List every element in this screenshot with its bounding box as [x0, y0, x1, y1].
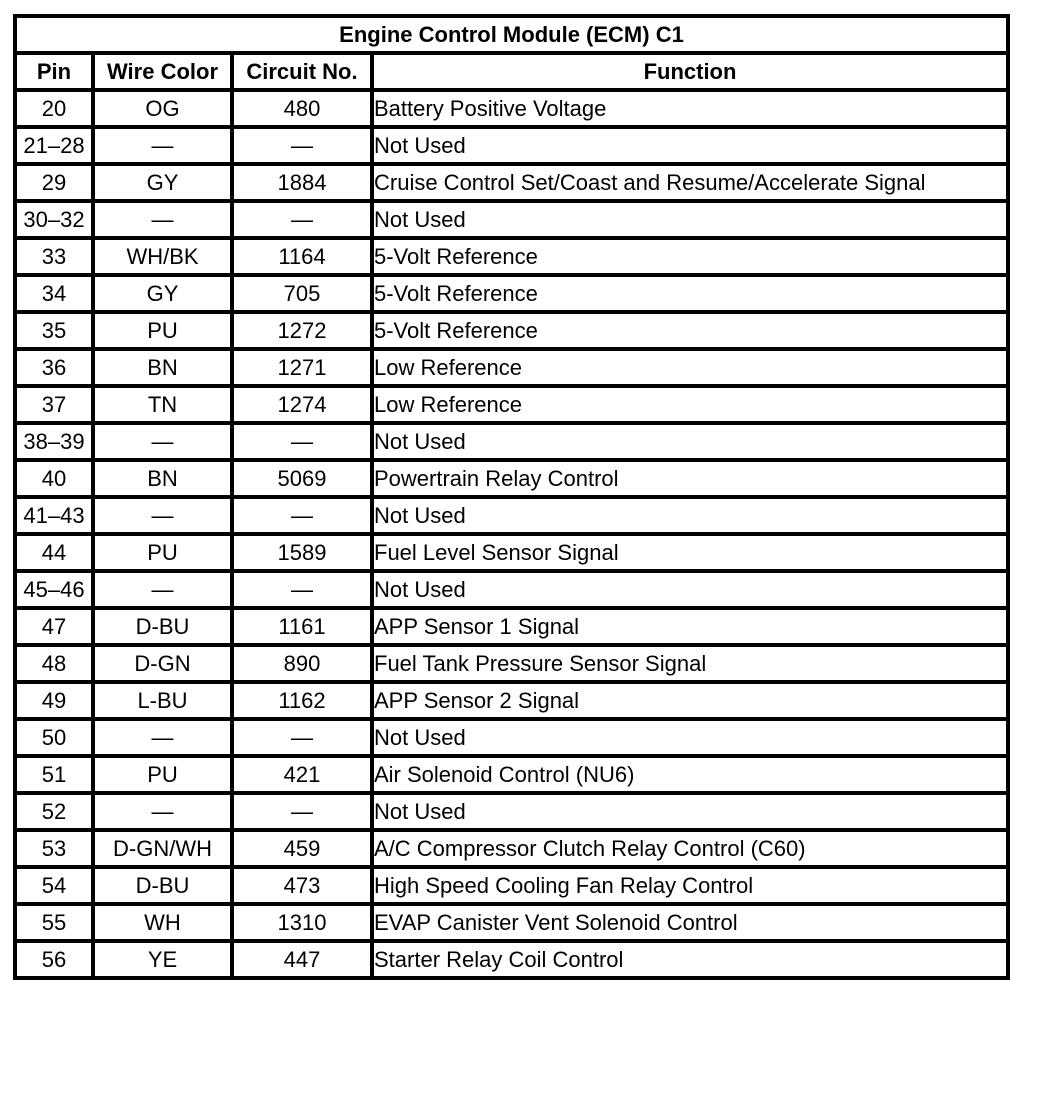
pin-cell: 49	[15, 682, 93, 719]
header-function: Function	[372, 53, 1008, 90]
pin-cell: 47	[15, 608, 93, 645]
table-row	[15, 830, 1008, 867]
wire-color-cell: PU	[93, 534, 232, 571]
circuit-no-cell: —	[232, 497, 372, 534]
table-row	[15, 275, 1008, 312]
circuit-no-cell: 473	[232, 867, 372, 904]
table-row	[15, 497, 1008, 534]
wire-color-cell: —	[93, 793, 232, 830]
wire-color-cell: —	[93, 423, 232, 460]
table-row	[15, 608, 1008, 645]
circuit-no-cell: 890	[232, 645, 372, 682]
connector-table-container	[13, 14, 1010, 980]
header-pin: Pin	[15, 53, 93, 90]
function-cell: Not Used	[372, 423, 1008, 460]
header-wire-color: Wire Color	[93, 53, 232, 90]
wire-color-cell: GY	[93, 275, 232, 312]
table-row	[15, 164, 1008, 201]
table-row	[15, 719, 1008, 756]
pin-cell: 36	[15, 349, 93, 386]
circuit-no-cell: 480	[232, 90, 372, 127]
function-cell: Cruise Control Set/Coast and Resume/Accelerate Signal	[372, 164, 1008, 201]
pin-cell: 34	[15, 275, 93, 312]
wire-color-cell: D-GN/WH	[93, 830, 232, 867]
function-cell: Not Used	[372, 719, 1008, 756]
table-row	[15, 460, 1008, 497]
wire-color-cell: WH/BK	[93, 238, 232, 275]
circuit-no-cell: 1884	[232, 164, 372, 201]
wire-color-cell: —	[93, 127, 232, 164]
pin-cell: 37	[15, 386, 93, 423]
function-cell: High Speed Cooling Fan Relay Control	[372, 867, 1008, 904]
wire-color-cell: D-BU	[93, 608, 232, 645]
wire-color-cell: OG	[93, 90, 232, 127]
circuit-no-cell: 705	[232, 275, 372, 312]
circuit-no-cell: —	[232, 719, 372, 756]
table-row	[15, 201, 1008, 238]
pin-cell: 48	[15, 645, 93, 682]
table-row	[15, 127, 1008, 164]
pin-cell: 55	[15, 904, 93, 941]
header-row	[15, 53, 1008, 90]
function-cell: Not Used	[372, 571, 1008, 608]
circuit-no-cell: —	[232, 793, 372, 830]
pin-cell: 56	[15, 941, 93, 978]
wire-color-cell: D-GN	[93, 645, 232, 682]
pin-cell: 44	[15, 534, 93, 571]
table-row	[15, 386, 1008, 423]
circuit-no-cell: 1274	[232, 386, 372, 423]
pin-cell: 52	[15, 793, 93, 830]
table-row	[15, 423, 1008, 460]
function-cell: 5-Volt Reference	[372, 312, 1008, 349]
pin-cell: 41–43	[15, 497, 93, 534]
wire-color-cell: PU	[93, 756, 232, 793]
table-row	[15, 682, 1008, 719]
circuit-no-cell: —	[232, 127, 372, 164]
table-row	[15, 312, 1008, 349]
table-row	[15, 756, 1008, 793]
function-cell: Air Solenoid Control (NU6)	[372, 756, 1008, 793]
table-title: Engine Control Module (ECM) C1	[15, 16, 1008, 53]
function-cell: Powertrain Relay Control	[372, 460, 1008, 497]
circuit-no-cell: 1164	[232, 238, 372, 275]
pin-cell: 30–32	[15, 201, 93, 238]
wire-color-cell: BN	[93, 460, 232, 497]
table-row	[15, 941, 1008, 978]
function-cell: APP Sensor 1 Signal	[372, 608, 1008, 645]
table-row	[15, 238, 1008, 275]
wire-color-cell: WH	[93, 904, 232, 941]
table-row	[15, 90, 1008, 127]
pin-cell: 35	[15, 312, 93, 349]
table-row	[15, 867, 1008, 904]
circuit-no-cell: 5069	[232, 460, 372, 497]
table-row	[15, 793, 1008, 830]
function-cell: 5-Volt Reference	[372, 238, 1008, 275]
circuit-no-cell: 1272	[232, 312, 372, 349]
wire-color-cell: YE	[93, 941, 232, 978]
pin-cell: 38–39	[15, 423, 93, 460]
header-circuit-no: Circuit No.	[232, 53, 372, 90]
pin-cell: 50	[15, 719, 93, 756]
ecm-c1-pinout-table	[13, 14, 1010, 980]
function-cell: Not Used	[372, 127, 1008, 164]
wire-color-cell: L-BU	[93, 682, 232, 719]
function-cell: Low Reference	[372, 386, 1008, 423]
wire-color-cell: —	[93, 201, 232, 238]
function-cell: APP Sensor 2 Signal	[372, 682, 1008, 719]
function-cell: 5-Volt Reference	[372, 275, 1008, 312]
function-cell: Low Reference	[372, 349, 1008, 386]
function-cell: Fuel Tank Pressure Sensor Signal	[372, 645, 1008, 682]
function-cell: Not Used	[372, 793, 1008, 830]
wire-color-cell: TN	[93, 386, 232, 423]
pin-cell: 40	[15, 460, 93, 497]
pin-cell: 45–46	[15, 571, 93, 608]
circuit-no-cell: 1161	[232, 608, 372, 645]
function-cell: Not Used	[372, 201, 1008, 238]
pin-cell: 51	[15, 756, 93, 793]
circuit-no-cell: 421	[232, 756, 372, 793]
pin-cell: 53	[15, 830, 93, 867]
table-row	[15, 349, 1008, 386]
wire-color-cell: —	[93, 571, 232, 608]
title-row	[15, 16, 1008, 53]
table-body	[15, 90, 1008, 978]
pin-cell: 33	[15, 238, 93, 275]
circuit-no-cell: 1162	[232, 682, 372, 719]
pin-cell: 29	[15, 164, 93, 201]
wire-color-cell: D-BU	[93, 867, 232, 904]
wire-color-cell: BN	[93, 349, 232, 386]
wire-color-cell: —	[93, 719, 232, 756]
wire-color-cell: —	[93, 497, 232, 534]
circuit-no-cell: 1310	[232, 904, 372, 941]
table-row	[15, 571, 1008, 608]
circuit-no-cell: 447	[232, 941, 372, 978]
circuit-no-cell: —	[232, 571, 372, 608]
wire-color-cell: GY	[93, 164, 232, 201]
pin-cell: 21–28	[15, 127, 93, 164]
table-row	[15, 904, 1008, 941]
wire-color-cell: PU	[93, 312, 232, 349]
circuit-no-cell: —	[232, 423, 372, 460]
circuit-no-cell: 1271	[232, 349, 372, 386]
function-cell: Starter Relay Coil Control	[372, 941, 1008, 978]
circuit-no-cell: 459	[232, 830, 372, 867]
table-row	[15, 645, 1008, 682]
table-row	[15, 534, 1008, 571]
function-cell: A/C Compressor Clutch Relay Control (C60)	[372, 830, 1008, 867]
circuit-no-cell: —	[232, 201, 372, 238]
function-cell: EVAP Canister Vent Solenoid Control	[372, 904, 1008, 941]
function-cell: Not Used	[372, 497, 1008, 534]
pin-cell: 20	[15, 90, 93, 127]
circuit-no-cell: 1589	[232, 534, 372, 571]
function-cell: Battery Positive Voltage	[372, 90, 1008, 127]
function-cell: Fuel Level Sensor Signal	[372, 534, 1008, 571]
pin-cell: 54	[15, 867, 93, 904]
